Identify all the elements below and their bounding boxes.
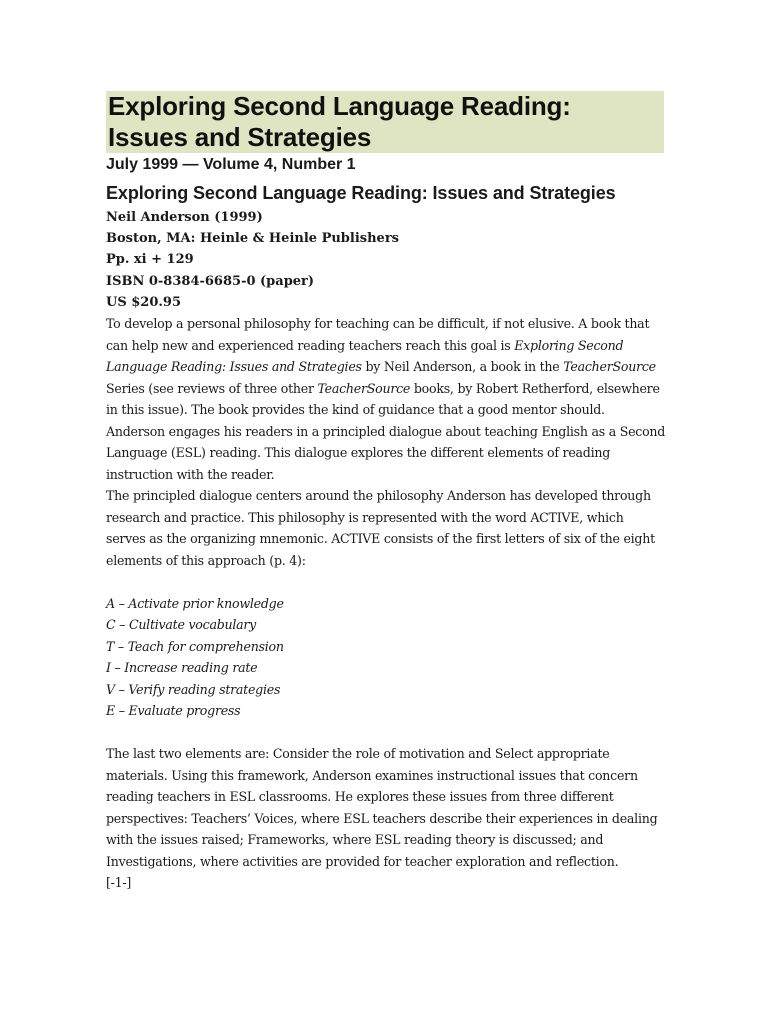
para1-text-e: Series (see reviews of three other bbox=[106, 380, 318, 396]
para1-text-c: by Neil Anderson, a book in the bbox=[361, 359, 564, 375]
paragraph-intro bbox=[106, 313, 666, 485]
book-pages: Pp. xi + 129 bbox=[106, 252, 194, 268]
book-price: US $20.95 bbox=[106, 294, 182, 310]
book-isbn: ISBN 0-8384-6685-0 (paper) bbox=[106, 273, 315, 289]
list-item: I – Increase reading rate bbox=[106, 660, 258, 676]
paragraph-philosophy: The principled dialogue centers around the philosophy Anderson has developed through research and practice. This philosophy is represented with the word ACTIVE, which serves as the organizing mnemonic. ACTIVE consists of the first letters of six of the eight elements of this approach (p. 4): bbox=[106, 488, 655, 568]
list-item: V – Verify reading strategies bbox=[106, 681, 281, 697]
title-line-2: Issues and Strategies bbox=[108, 122, 372, 152]
list-item: A – Activate prior knowledge bbox=[106, 595, 284, 611]
document-page bbox=[106, 91, 666, 894]
page-marker: [-1-] bbox=[106, 875, 132, 891]
review-heading: Exploring Second Language Reading: Issues and Strategies bbox=[106, 183, 616, 203]
series-name-italic-2: TeacherSource bbox=[317, 380, 411, 396]
title-line-1: Exploring Second Language Reading: bbox=[108, 91, 571, 121]
book-author: Neil Anderson (1999) bbox=[106, 210, 263, 225]
issue-info: July 1999 — Volume 4, Number 1 bbox=[106, 156, 356, 173]
book-details bbox=[106, 207, 666, 313]
article-title bbox=[108, 91, 664, 153]
list-item: E – Evaluate progress bbox=[106, 703, 241, 719]
para1-text-g: books, by Robert Retherford, elsewhere in this issue). The book provides the kind of guidance that a good mentor should. Anderson engages his readers in a principled dialogue about teaching English as a Second Language (ESL) reading. This dialogue explores the different elements of reading instruction with the reader. bbox=[106, 380, 666, 482]
book-publisher: Boston, MA: Heinle & Heinle Publishers bbox=[106, 231, 399, 247]
series-name-italic: TeacherSource bbox=[563, 359, 656, 375]
title-banner bbox=[106, 91, 664, 153]
list-item: T – Teach for comprehension bbox=[106, 638, 284, 654]
para1-text-a: To develop a personal philosophy for teaching can be difficult, if not elusive. A book that can help new and experienced reading teachers reach this goal is bbox=[106, 316, 650, 353]
paragraph-framework: The last two elements are: Consider the role of motivation and Select appropriate materials. Using this framework, Anderson examines instructional issues that concern reading teachers in ESL classrooms. He explores these issues from three different perspectives: Teachers’ Voices, where ESL teachers describe their experiences in dealing with the issues raised; Frameworks, where ESL reading theory is discussed; and Investigations, where activities are provided for teacher exploration and reflection. bbox=[106, 746, 658, 869]
book-title-italic: Exploring Second Language Reading: Issues and Strategies bbox=[106, 337, 624, 375]
list-item: C – Cultivate vocabulary bbox=[106, 617, 257, 633]
active-list bbox=[106, 593, 666, 722]
